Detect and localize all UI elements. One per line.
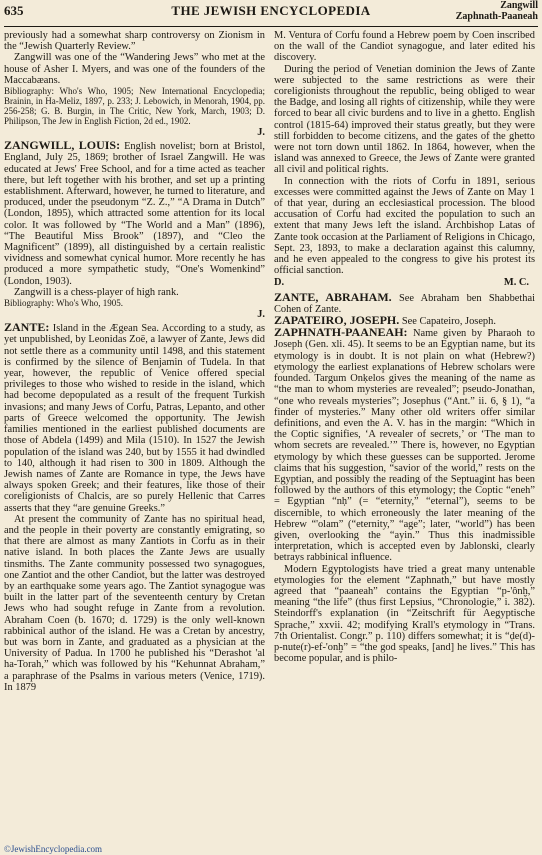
entry-heading: ZANGWILL, LOUIS: — [4, 138, 121, 153]
article-zante — [4, 322, 265, 513]
bibliography: Bibliography: Who's Who, 1905. — [4, 298, 124, 309]
copyright-link[interactable]: ©JewishEncyclopedia.com — [4, 844, 103, 854]
running-title: THE JEWISH ENCYCLOPEDIA — [171, 3, 371, 18]
entry-text: See Abraham ben Shabbethai Cohen of Zante. — [274, 292, 535, 315]
signature: J. — [257, 309, 265, 321]
entry-heading: ZAPATEIRO, JOSEPH. — [274, 313, 400, 328]
entry-text: Name given by Pharaoh to Joseph (Gen. xli. 45). It seems to be an Egyptian name, but its etymology is in doubt. It is not plain on what (Hebrew?) etymology the earliest explanations of Hebrew scholars were founded. Targum Onḳelos gives the meaning of the name as “the man to whom mysteries are revealed”; pseudo-Jonathan, “one who reveals mysteries”; Josephus (“Ant.” ii. 6, § 1), “a finder of mysteries.” Many other old writers offer similar definitions, and even the A. V. has in the margin: “Which in the Coptic signifies, ‘A revealer of secrets,’ or ‘The man to whom secrets are revealed.’” There is, however, no Egyptian etymology by which these guesses can be supported. Jerome claims that his suggestion, “savior of the world,” rests on the Egyptian, and possibly the reading of the Septuagint has been followed by the authors of this etymology; the Coptic “eneh” = Egyptian “nḥ” (= “eternity,” “eternal”), seems to be discernible, to which erroneously the later meaning of the Hebrew “'olam” (“eternity,” “age”; later, “world”) has been given, overlooking the “ayin.” Thus this inadmissible interpretation, which is accepted even by Jablonski, clearly betrays rabbinical influence. — [274, 328, 535, 564]
signature-line — [274, 277, 535, 288]
left-column — [4, 30, 265, 838]
running-head-last: Zaphnath-Paaneah — [455, 11, 538, 22]
signature: D. — [274, 277, 285, 289]
running-head — [456, 0, 538, 22]
article-zaphnath-paaneah — [274, 327, 535, 563]
page-number: 635 — [4, 3, 24, 18]
article-zangwill-louis — [4, 140, 265, 287]
entry-heading: ZANTE, ABRAHAM. — [274, 289, 392, 304]
paragraph: In connection with the riots of Corfu in 1891, serious excesses were committed against the Jews of Zante on May 1 of that year, during an ecclesiastical procession. The blood accusation of Corfu had excited the population to such an extent that many Jews left the island. Archbishop Latas of Zante took occasion at the Parliament of Religions in Chicago, Sept. 23, 1893, to make a declaration against this calumny, and he even appealed to the congress to give his protest its official sanction. — [274, 175, 535, 277]
paragraph: At present the community of Zante has no spiritual head, and the people in their poverty are constantly emigrating, so that there are almost as many Zantiots in Corfu as in their native island. In both places the Zante Jews are usually tinsmiths. The Zante community possessed two synagogues, one Zantiot and the other Candiot, but the latter was destroyed by an earthquake some years ago. The Zantiot synagogue was built in the latter part of the seventeenth century by Cretan Jews who had sought refuge in Zante from a revolution. Abraham Coen (b. 1670; d. 1729) is the only well-known rabbinical author of the island. He was a Cretan by ancestry, but was born in Zante, and graduated as a physician at the University of Padua. In 1700 he published his “Derashot 'al ha-Torah,” which was followed by his “Kehunnat Abraham,” a paraphrase of the Psalms in various meters (Venice, 1719). In 1879 — [4, 513, 265, 693]
signature: J. — [257, 127, 265, 139]
header-rule — [4, 26, 538, 27]
entry-text: See Capateiro, Joseph. — [399, 316, 496, 328]
entry-text: English novelist; born at Bristol, England, July 25, 1869; brother of Israel Zangwill. He was educated at Jews' Free School, and for a time acted as teacher there, but left together with his brother, and set up a printing establishment. Afterward, however, he turned to literature, and produced, under the pseudonym “Z. Z.,” “A Drama in Dutch” (London, 1895), which attracted some attention for its local color. It was followed by “The World and a Man” (1896), “The Beautiful Miss Brook” (1897), and “Cleo the Magnificent” (1899), all distinguished by a certain realistic vividness and somewhat cynical humor. More recently he has produced a more sympathetic study, “One's Womenkind” (London, 1903). — [4, 141, 265, 287]
entry-heading: ZAPHNATH-PAANEAH: — [274, 325, 408, 340]
signature: M. C. — [503, 277, 529, 289]
paragraph: Zangwill is a chess-player of high rank. — [14, 286, 179, 298]
paragraph: previously had a somewhat sharp controversy on Zionism in the “Jewish Quarterly Review.” — [4, 30, 265, 53]
entry-heading: ZANTE: — [4, 320, 50, 335]
right-column — [274, 30, 535, 838]
paragraph: Zangwill was one of the “Wandering Jews” who met at the house of Asher I. Myers, and was one of the founders of the Maccabæans. — [4, 52, 265, 86]
bibliography: Bibliography: Who's Who, 1905; New International Encyclopedia; Brainin, in Ha-Meliz, 1897, p. 233; J. Lebowich, in Menorah, 1904, pp. 256-258; G. B. Burgin, in The Critic, New York, March, 1903; D. Philipson, The Jew in English Fiction, 2d ed., 1902. — [4, 86, 265, 127]
paragraph: M. Ventura of Corfu found a Hebrew poem by Coen inscribed on the wall of the Candiot synagogue, and later edited his discovery. — [274, 30, 535, 64]
page-header — [4, 1, 538, 25]
paragraph: During the period of Venetian dominion the Jews of Zante were subjected to the same restrictions as were their coreligionists throughout the republic, being obliged to wear the Badge, and losing all rights of citizenship, while they were forced to bear all civic burdens and to live in a ghetto. English control (1815-64) improved their status greatly, but they were still forbidden to become citizens, and the gates of the ghetto were not torn down until 1862. In 1864, however, when the island was annexed to Greece, the Jews of Zante were granted all civil and political rights. — [274, 63, 535, 176]
running-head-first: Zangwill — [500, 0, 538, 11]
paragraph: Modern Egyptologists have tried a great many untenable etymologies for the element “Zaphnath,” but have mostly agreed that “paaneah” contains the Egyptian “p-'ônḫ,” meaning “the life” (thus first Lepsius, “Chronologie,” i. 382). Steindorff's explanation (in “Zeitschrift für Aegyptische Sprache,” xxvii. 42; modifying Krall's etymology in “Trans. 7th Orientalist. Congr.” p. 110) differs somewhat; it is “ḍe(d)-p-nute(r)-ef-'onḫ” = “the god speaks, [and] he lives.” This has become popular, and is philo- — [274, 563, 535, 665]
article-zante-abraham — [274, 289, 535, 315]
entry-text: Island in the Ægean Sea. According to a study, as yet unpublished, by Leonidas Zoë, a lawyer of Zante, Jews did not settle there as a community until 1498, and this statement is confirmed by the silence of Benjamin of Tudela. In that year, however, the republic of Venice offered special privileges to those who wished to reside in the island, which had become depopulated as a result of the frequent Turkish invasions; and many Jews of Corfu, Patras, Lepanto, and other parts of Greece welcomed the opportunity. The Jewish families mentioned in the earliest published documents are those of Abdela (1499) and Mila (1510). In 1527 the Jewish population of the island was 240, but by 1555 it had dwindled to 140, although it had risen to 300 in 1809. Although the Jewish names of Zante are Romance in type, the Jews have always spoken Greek; and their features, like those of their coreligionists of Chalcis, are so purely Hellenic that Carres asserts that they “are genuine Greeks.” — [4, 323, 265, 514]
